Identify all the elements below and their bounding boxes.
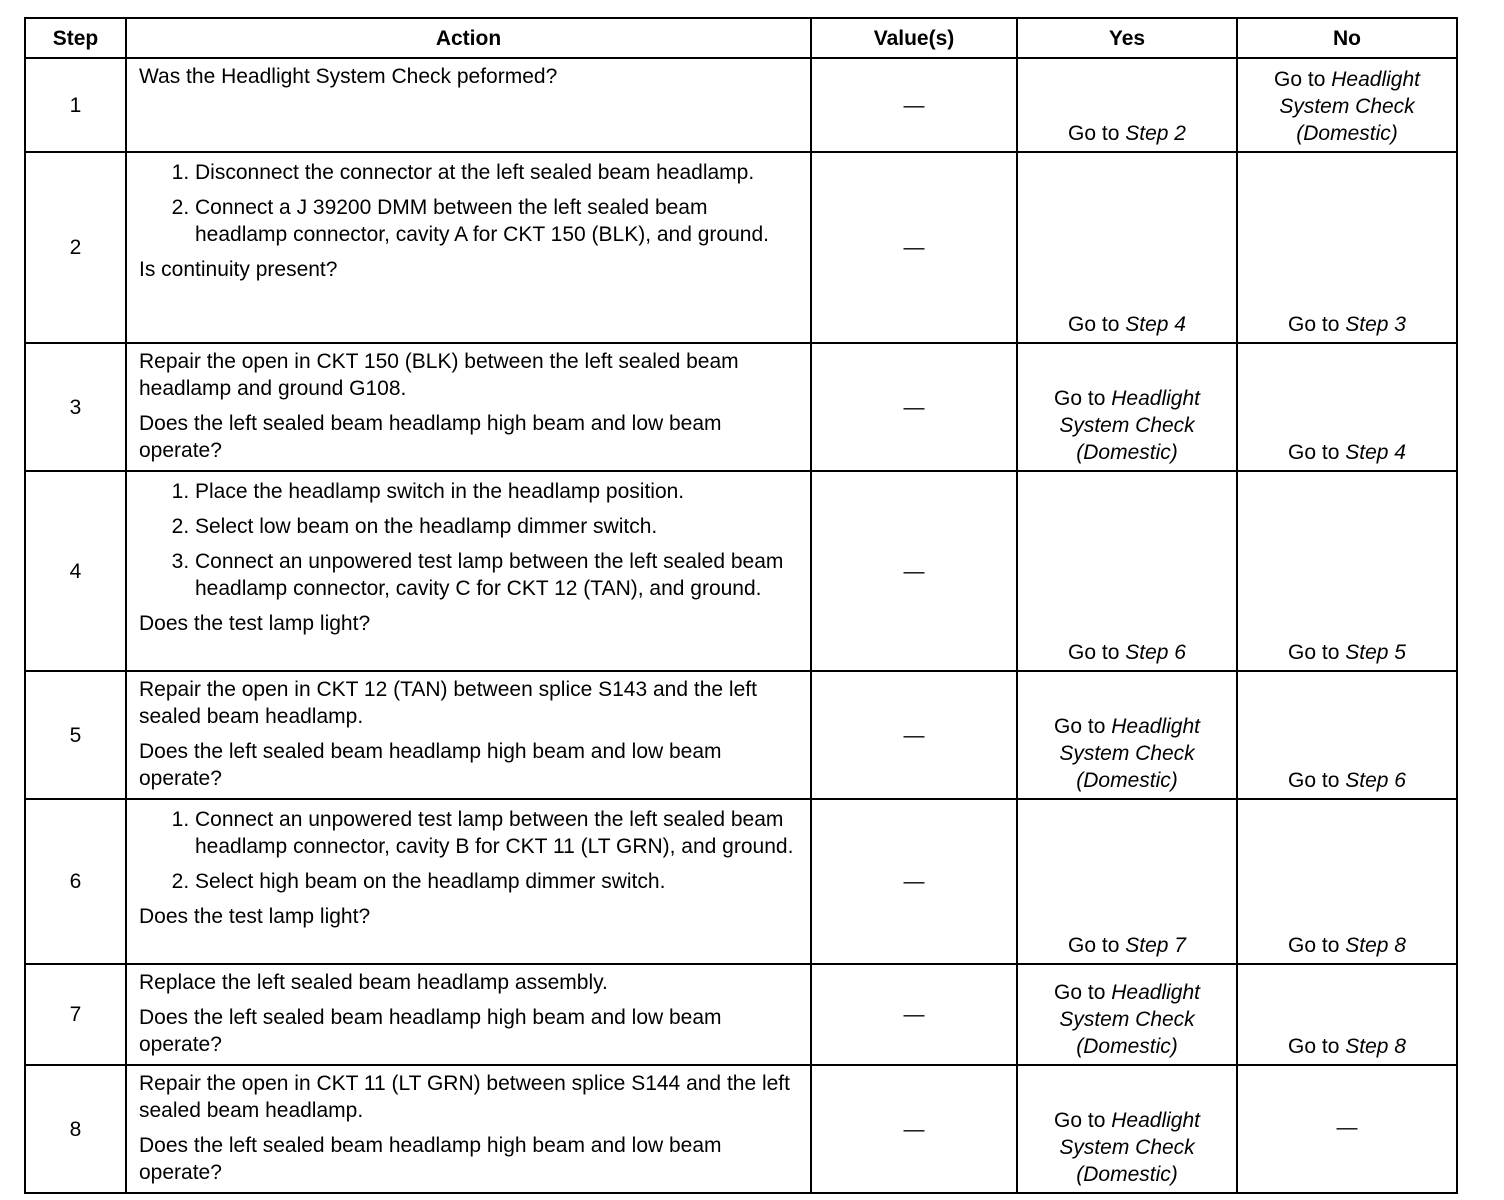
no-cell (1237, 58, 1457, 152)
substep-item: 1. Connect an unpowered test lamp between the left sealed beam headlamp connector, cavity B for CKT 11 (LT GRN), and ground. (195, 806, 800, 860)
diagnostic-table (24, 17, 1458, 1194)
action-text: Does the test lamp light? (139, 905, 371, 928)
header-step: Step (25, 18, 126, 58)
yes-cell (1017, 471, 1237, 671)
substep-item: 2. Select high beam on the headlamp dimmer switch. (195, 868, 800, 895)
yes-cell (1017, 799, 1237, 964)
action-cell (126, 58, 811, 152)
goto-prefix: Go to (1288, 441, 1346, 464)
table-body (25, 58, 1457, 1193)
goto-prefix: Go to (1288, 769, 1346, 792)
table-row (25, 964, 1457, 1065)
goto-target: Step 6 (1345, 769, 1406, 792)
yes-cell (1017, 671, 1237, 799)
value-cell: — (811, 1065, 1017, 1193)
goto-prefix: Go to (1288, 641, 1346, 664)
goto-prefix: Go to (1054, 981, 1112, 1004)
step-number: 1 (25, 58, 126, 152)
action-text: Does the left sealed beam headlamp high beam and low beam operate? (139, 1006, 722, 1056)
substep-item: 1. Place the headlamp switch in the headlamp position. (195, 478, 800, 505)
header-yes: Yes (1017, 18, 1237, 58)
value-cell: — (811, 964, 1017, 1065)
goto-prefix: Go to (1288, 1035, 1346, 1058)
goto-target: Headlight System Check (Domestic) (1059, 1109, 1200, 1186)
no-cell (1237, 964, 1457, 1065)
action-text: Does the test lamp light? (139, 612, 371, 635)
action-text: Does the left sealed beam headlamp high beam and low beam operate? (139, 1134, 722, 1184)
table-row (25, 799, 1457, 964)
goto-target: Step 4 (1125, 313, 1186, 336)
action-text: Is continuity present? (139, 258, 338, 281)
goto-target: Headlight System Check (Domestic) (1059, 981, 1200, 1058)
value-cell: — (811, 671, 1017, 799)
step-number: 3 (25, 343, 126, 471)
goto-prefix: Go to (1054, 715, 1112, 738)
value-cell: — (811, 58, 1017, 152)
goto-prefix: Go to (1054, 387, 1112, 410)
action-text: Was the Headlight System Check peformed? (139, 65, 558, 88)
goto-prefix: Go to (1288, 934, 1346, 957)
table-row (25, 58, 1457, 152)
value-cell: — (811, 471, 1017, 671)
action-text: Repair the open in CKT 150 (BLK) between the left sealed beam headlamp and ground G108. (139, 350, 739, 400)
goto-target: Step 6 (1125, 641, 1186, 664)
header-action: Action (126, 18, 811, 58)
goto-target: Step 3 (1345, 313, 1406, 336)
goto-target: Step 8 (1345, 1035, 1406, 1058)
substep-item: 1. Disconnect the connector at the left sealed beam headlamp. (195, 159, 800, 186)
goto-prefix: Go to (1068, 934, 1126, 957)
action-text: Repair the open in CKT 12 (TAN) between splice S143 and the left sealed beam headlamp. (139, 678, 757, 728)
yes-cell (1017, 964, 1237, 1065)
goto-prefix: Go to (1068, 122, 1126, 145)
table-row (25, 152, 1457, 343)
action-cell (126, 799, 811, 964)
goto-target: Step 8 (1345, 934, 1406, 957)
goto-prefix: Go to (1288, 313, 1346, 336)
header-no: No (1237, 18, 1457, 58)
substep-item: 2. Connect a J 39200 DMM between the left sealed beam headlamp connector, cavity A for CKT 150 (BLK), and ground. (195, 194, 800, 248)
goto-target: Headlight System Check (Domestic) (1059, 387, 1200, 464)
step-number: 7 (25, 964, 126, 1065)
table-row (25, 1065, 1457, 1193)
action-text: Does the left sealed beam headlamp high beam and low beam operate? (139, 740, 722, 790)
substep-list (139, 478, 800, 602)
no-cell (1237, 152, 1457, 343)
action-cell (126, 471, 811, 671)
value-cell: — (811, 152, 1017, 343)
yes-cell (1017, 58, 1237, 152)
no-cell (1237, 471, 1457, 671)
yes-cell (1017, 343, 1237, 471)
substep-list (139, 806, 800, 895)
substep-item: 2. Select low beam on the headlamp dimmer switch. (195, 513, 800, 540)
header-row (25, 18, 1457, 58)
action-cell (126, 671, 811, 799)
no-cell (1237, 671, 1457, 799)
value-cell: — (811, 799, 1017, 964)
no-cell (1237, 799, 1457, 964)
goto-target: Step 7 (1125, 934, 1186, 957)
action-text: Does the left sealed beam headlamp high beam and low beam operate? (139, 412, 722, 462)
goto-prefix: Go to (1068, 313, 1126, 336)
header-values: Value(s) (811, 18, 1017, 58)
yes-cell (1017, 152, 1237, 343)
action-text: Repair the open in CKT 11 (LT GRN) between splice S144 and the left sealed beam headlamp. (139, 1072, 790, 1122)
goto-target: Headlight System Check (Domestic) (1279, 68, 1420, 145)
action-cell (126, 964, 811, 1065)
goto-prefix: Go to (1068, 641, 1126, 664)
no-cell (1237, 343, 1457, 471)
action-text: Replace the left sealed beam headlamp assembly. (139, 971, 608, 994)
step-number: 4 (25, 471, 126, 671)
substep-list (139, 159, 800, 248)
goto-target: Step 5 (1345, 641, 1406, 664)
goto-prefix: Go to (1274, 68, 1332, 91)
substep-item: 3. Connect an unpowered test lamp between the left sealed beam headlamp connector, cavity C for CKT 12 (TAN), and ground. (195, 548, 800, 602)
yes-cell (1017, 1065, 1237, 1193)
value-cell: — (811, 343, 1017, 471)
action-cell (126, 343, 811, 471)
action-cell (126, 1065, 811, 1193)
step-number: 5 (25, 671, 126, 799)
step-number: 6 (25, 799, 126, 964)
table-row (25, 471, 1457, 671)
goto-target: Step 4 (1345, 441, 1406, 464)
goto-prefix: Go to (1054, 1109, 1112, 1132)
step-number: 8 (25, 1065, 126, 1193)
goto-target: Step 2 (1125, 122, 1186, 145)
step-number: 2 (25, 152, 126, 343)
no-cell: — (1237, 1065, 1457, 1193)
table-row (25, 343, 1457, 471)
action-cell (126, 152, 811, 343)
goto-target: Headlight System Check (Domestic) (1059, 715, 1200, 792)
table-row (25, 671, 1457, 799)
